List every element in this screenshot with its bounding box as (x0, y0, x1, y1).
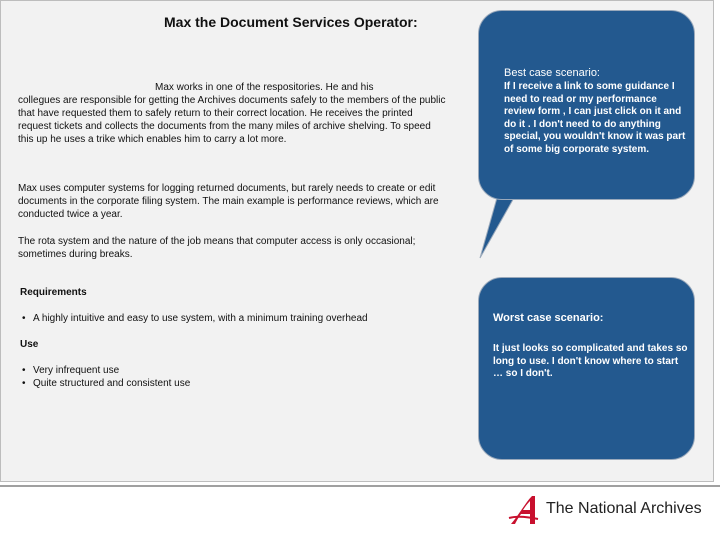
logo-text: The National Archives (546, 500, 702, 517)
list-item: • Quite structured and consistent use (20, 377, 320, 390)
requirements-list (20, 312, 440, 325)
intro-lead: Max works in one of the respositories. He and his (155, 82, 374, 93)
list-item: • Very infrequent use (20, 364, 320, 377)
list-item: • A highly intuitive and easy to use system, with a minimum training overhead (20, 312, 440, 325)
page-title: Max the Document Services Operator: (164, 14, 418, 30)
archives-a-logo-icon (508, 494, 544, 526)
footer-divider (0, 485, 720, 487)
use-heading: Use (20, 339, 39, 350)
national-archives-logo (508, 494, 708, 526)
worst-case-text: It just looks so complicated and takes so long to use. I don't know where to start … so I don't. (493, 343, 688, 379)
systems-paragraph: Max uses computer systems for logging returned documents, but rarely needs to create or edit documents in the corporate filing system. The main example is performance reviews, which are conducted twice a year. (18, 183, 439, 220)
intro-paragraph (18, 81, 448, 146)
access-paragraph: The rota system and the nature of the job means that computer access is only occasional; sometimes during breaks. (18, 236, 416, 260)
intro-rest: collegues are responsible for getting the Archives documents safely to the members of the public that have requested them to safely return to their correct location. He receives the printed request tickets and collects the documents from the many miles of archive shelving. To speed this up he uses a trike which enables him to carry a lot more. (18, 95, 446, 145)
best-case-title: Best case scenario: (504, 67, 600, 79)
requirements-heading: Requirements (20, 287, 87, 298)
best-case-text: If I receive a link to some guidance I need to read or my performance review form , I can just click on it and do it . I don't need to do anything special, you wouldn't know it was part of some big corporate system. (504, 81, 686, 155)
use-list (20, 364, 320, 390)
worst-case-title: Worst case scenario: (493, 312, 604, 324)
